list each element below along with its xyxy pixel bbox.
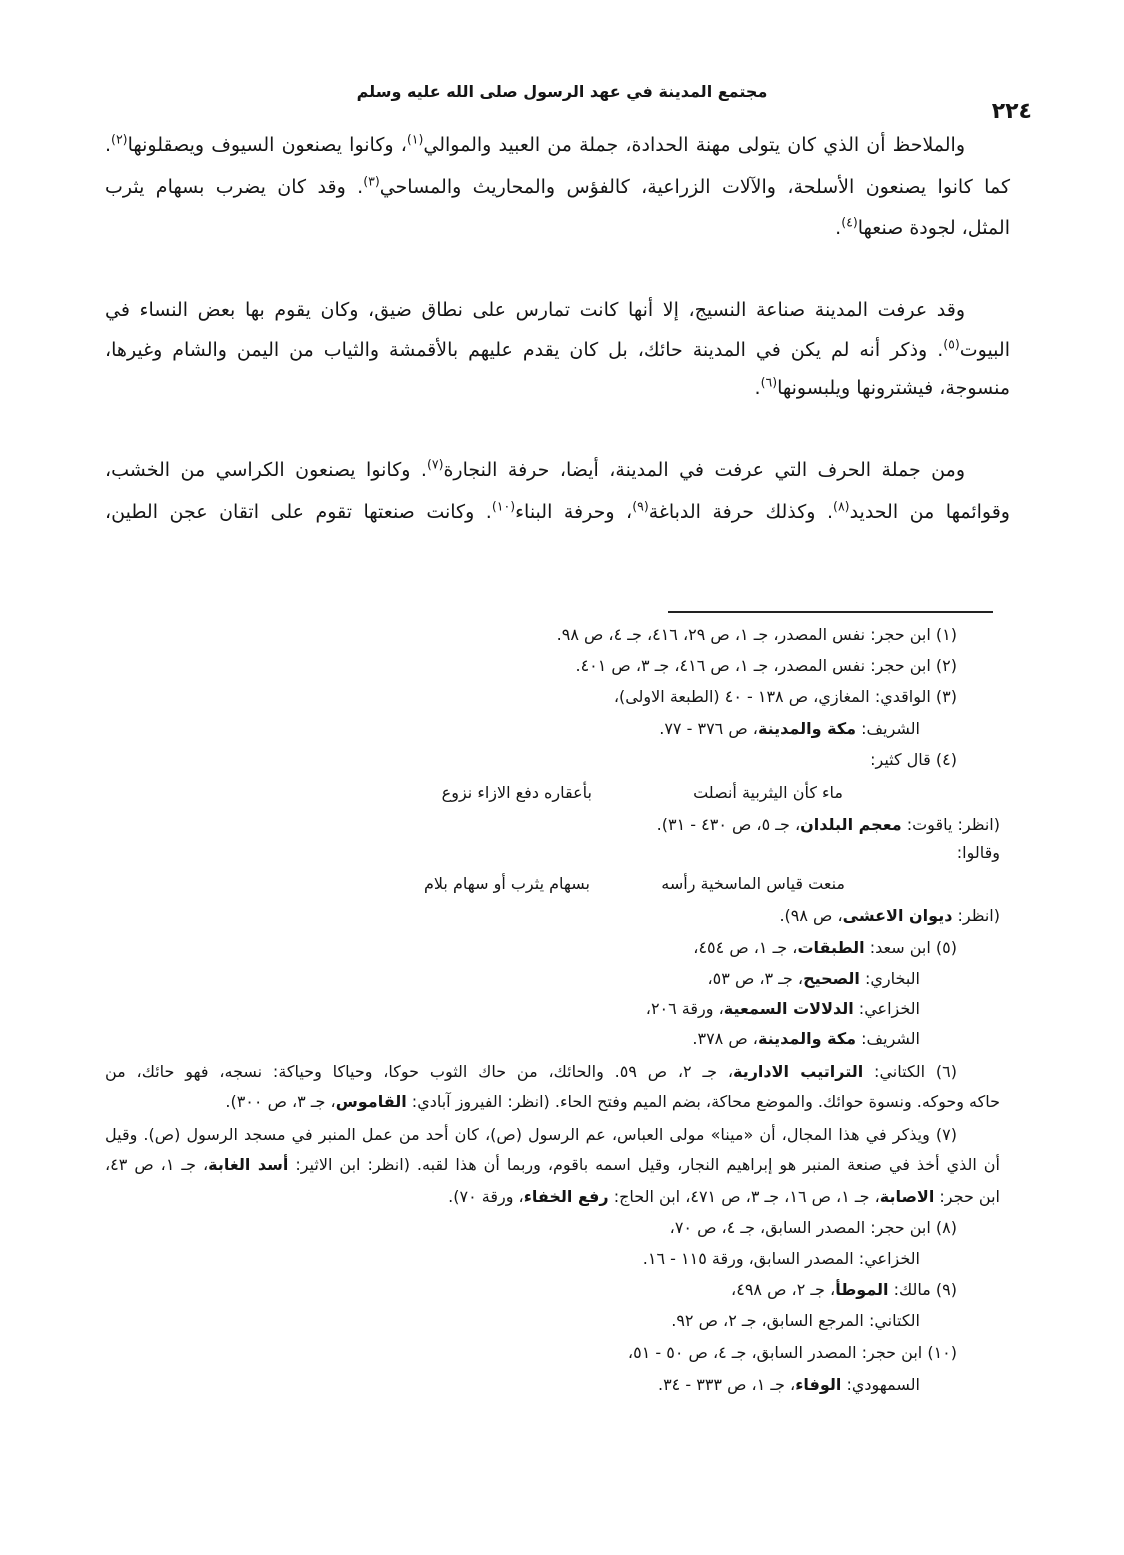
footnote-line: [614, 682, 957, 712]
footnote-number: (٢): [935, 656, 957, 675]
body-line: [105, 125, 965, 165]
text-run: ، ص ٩٨).: [779, 906, 843, 925]
text-run: ، جـ ٥، ص ٤٣٠ - ٣١).: [656, 815, 801, 834]
source-title: ديوان الاعشى: [842, 906, 953, 925]
text-run: .: [835, 217, 842, 239]
footnote-line: [779, 901, 1000, 931]
text-run: ويذكر في هذا المجال، أن «مينا» مولى العباس، عم الرسول (ص)، كان أحد من عمل المنبر في مسجد الرسول (ص). وقيل: [105, 1125, 936, 1144]
text-run: الخزاعي: المصدر السابق، ورقة ١١٥ - ١٦.: [642, 1249, 920, 1268]
footnote-number: (٥): [935, 938, 957, 957]
text-run: .: [754, 377, 761, 399]
footnote-number: (٤): [935, 750, 957, 769]
footnote-line: [659, 714, 920, 744]
text-run: ابن حجر:: [934, 1187, 1000, 1206]
footnote-line: [575, 651, 957, 681]
text-run: . وكانوا يصنعون الكراسي من الخشب،: [105, 459, 427, 481]
text-run: ابن حجر: نفس المصدر، جـ ١، ص ٤١٦، جـ ٣، ص ٤٠١.: [575, 656, 936, 675]
text-run: الكتاني: المرجع السابق، جـ ٢، ص ٩٢.: [671, 1311, 920, 1330]
text-run: ، جـ ٣، ص ٣٠٠).: [225, 1092, 336, 1111]
text-run: . وكانت صنعتها تقوم على اتقان عجن الطين،: [105, 501, 492, 523]
footnote-reference-marker: (٣): [363, 173, 380, 189]
body-line: [835, 208, 1010, 248]
source-title: أسد الغابة: [208, 1155, 289, 1174]
footnote-line: [557, 620, 957, 650]
footnote-line: [225, 1087, 1000, 1117]
footnote-number: (٩): [935, 1280, 957, 1299]
source-title: رفع الخفاء: [523, 1187, 609, 1206]
text-run: السمهودي:: [841, 1375, 920, 1394]
footnote-line: [693, 933, 957, 963]
verse-first-hemistich: منعت قياس الماسخية رأسه: [661, 874, 845, 893]
footnote-line: [628, 1338, 957, 1368]
text-run: ، جـ ٢، ص ٤٩٨،: [731, 1280, 836, 1299]
footnote-reference-marker: (١): [406, 131, 424, 147]
footnote-reference-marker: (٦): [760, 374, 778, 390]
text-run: وقد عرفت المدينة صناعة النسيج، إلا أنها كانت تمارس على نطاق ضيق، وكان يقوم بها بعض النساء في: [105, 299, 965, 321]
footnote-reference-marker: (٢): [111, 131, 128, 147]
text-run: ابن حجر: نفس المصدر، جـ ١، ص ٢٩، ٤١٦، جـ ٤، ص ٩٨.: [556, 625, 936, 644]
text-run: الكتاني:: [863, 1062, 936, 1081]
footnote-reference-marker: (١٠): [491, 498, 516, 514]
footnote-reference-marker: (٨): [833, 498, 850, 514]
text-run: والملاحظ أن الذي كان يتولى مهنة الحدادة، جملة من العبيد والموالي: [423, 134, 966, 156]
text-run: ، ورقة ٢٠٦،: [645, 999, 724, 1018]
source-title: مكة والمدينة: [757, 1029, 857, 1048]
body-line: [105, 167, 1010, 207]
footnote-line: [105, 1057, 957, 1087]
footnote-number: (١): [935, 625, 957, 644]
source-title: القاموس: [335, 1092, 407, 1111]
source-title: مكة والمدينة: [757, 719, 857, 738]
source-title: الموطأ: [835, 1280, 889, 1299]
footnote-line: [692, 1024, 920, 1054]
text-run: ، وحرفة البناء: [515, 501, 633, 523]
body-line: [105, 330, 1010, 370]
footnote-separator: [668, 611, 993, 613]
footnote-line: [957, 838, 1000, 868]
footnote-number: (٧): [935, 1125, 957, 1144]
text-run: ، ص ٣٧٨.: [692, 1029, 758, 1048]
text-run: ابن حجر: المصدر السابق، جـ ٤، ص ٧٠،: [669, 1218, 936, 1237]
text-run: ، ورقة ٧٠).: [448, 1187, 524, 1206]
text-run: البيوت: [959, 339, 1010, 361]
footnote-line: [870, 745, 957, 775]
footnote-line: [657, 810, 1000, 840]
footnote-number: (٣): [935, 687, 957, 706]
body-line: [105, 492, 1010, 532]
text-run: الواقدي: المغازي، ص ١٣٨ - ٤٠ (الطبعة الاولى)،: [613, 687, 936, 706]
text-run: ، ص ٣٧٦ - ٧٧.: [659, 719, 758, 738]
footnote-line: [105, 1120, 957, 1150]
footnote-line: [670, 1213, 957, 1243]
text-run: .: [105, 134, 112, 156]
text-run: (انظر: ياقوت:: [901, 815, 1000, 834]
footnote-line: [646, 994, 920, 1024]
source-title: الاصابة: [879, 1187, 935, 1206]
text-run: أن الذي أخذ في صنعة المنبر هو إبراهيم النجار، وقيل اسمه باقوم، وربما أن هذا لقبه. (انظر: ابن الاثير:: [288, 1155, 1000, 1174]
source-title: الدلالات السمعية: [723, 999, 854, 1018]
text-run: حاكه وحوكه. ونسوة حوائك. والموضع محاكة، بضم الميم وفتح الحاء. (انظر: الفيروز آبادي:: [406, 1092, 1000, 1111]
text-run: ابن حجر: المصدر السابق، جـ ٤، ص ٥٠ - ٥١،: [627, 1343, 928, 1362]
text-run: ومن جملة الحرف التي عرفت في المدينة، أيضا، حرفة النجارة: [443, 459, 965, 481]
text-run: قال كثير:: [870, 750, 936, 769]
footnote-number: (٦): [935, 1062, 957, 1081]
text-run: ، وكانوا يصنعون السيوف ويصقلونها: [127, 134, 407, 156]
verse-first-hemistich: ماء كأن اليثربية أنصلت: [693, 783, 843, 802]
footnote-line: [643, 1244, 920, 1274]
source-title: التراتيب الادارية: [733, 1062, 864, 1081]
text-run: الشريف:: [856, 719, 920, 738]
source-title: الصحيح: [803, 969, 860, 988]
text-run: وقالوا:: [956, 843, 1000, 862]
running-header: مجتمع المدينة في عهد الرسول صلى الله عليه وسلم: [356, 82, 768, 101]
verse-second-hemistich: بأعقاره دفع الازاء نزوع: [441, 783, 592, 802]
text-run: ، جـ ٣، ص ٥٣،: [707, 969, 804, 988]
footnote-line: [658, 1370, 920, 1400]
body-line: [105, 290, 965, 330]
text-run: ، جـ ١، ص ٤٥٤،: [693, 938, 798, 957]
footnote-line: [105, 1150, 1000, 1180]
footnote-line: [731, 1275, 957, 1305]
body-line: [755, 368, 1010, 408]
text-run: . وقد كان يضرب بسهام يثرب: [105, 176, 364, 198]
footnote-line: [448, 1182, 1000, 1212]
footnote-line: [708, 964, 921, 994]
text-run: ، جـ ١، ص ٣٣٣ - ٣٤.: [657, 1375, 796, 1394]
source-title: الوفاء: [795, 1375, 842, 1394]
footnote-number: (٨): [935, 1218, 957, 1237]
text-run: . وذكر أنه لم يكن في المدينة حائك، بل كان يقدم عليهم بالأقمشة والثياب من اليمن والشام وغيرها،: [105, 339, 944, 361]
text-run: ، جـ ١، ص ٤٣،: [105, 1155, 209, 1174]
text-run: كما كانوا يصنعون الأسلحة، والآلات الزراعية، كالفؤس والمحاريث والمساحي: [379, 176, 1010, 198]
footnote-number: (١٠): [927, 1343, 957, 1362]
text-run: . وكذلك حرفة الدباغة: [648, 501, 834, 523]
footnote-reference-marker: (٩): [632, 498, 649, 514]
text-run: المثل، لجودة صنعها: [857, 217, 1010, 239]
footnote-reference-marker: (٥): [943, 336, 960, 352]
source-title: الطبقات: [797, 938, 865, 957]
text-run: البخاري:: [859, 969, 920, 988]
text-run: (انظر:: [952, 906, 1000, 925]
body-line: [105, 450, 965, 490]
text-run: الخزاعي:: [853, 999, 920, 1018]
text-run: مالك:: [888, 1280, 936, 1299]
text-run: ابن سعد:: [864, 938, 936, 957]
footnote-reference-marker: (٧): [426, 456, 444, 472]
text-run: ، جـ ١، ص ١٦، جـ ٣، ص ٤٧١، ابن الحاج:: [608, 1187, 880, 1206]
source-title: معجم البلدان: [800, 815, 902, 834]
text-run: الشريف:: [856, 1029, 920, 1048]
footnote-reference-marker: (٤): [841, 214, 858, 230]
page-number: ٢٢٤: [991, 99, 1032, 124]
text-run: منسوجة، فيشترونها ويلبسونها: [777, 377, 1010, 399]
text-run: ، جـ ٢، ص ٥٩. والحائك، من حاك الثوب حوكا، وحياكا وحياكة: نسجه، فهو حائك، من: [105, 1062, 733, 1081]
text-run: وقوائمها من الحديد: [849, 501, 1010, 523]
footnote-line: [671, 1306, 920, 1336]
verse-second-hemistich: بسهام يثرب أو سهام بلام: [423, 874, 590, 893]
